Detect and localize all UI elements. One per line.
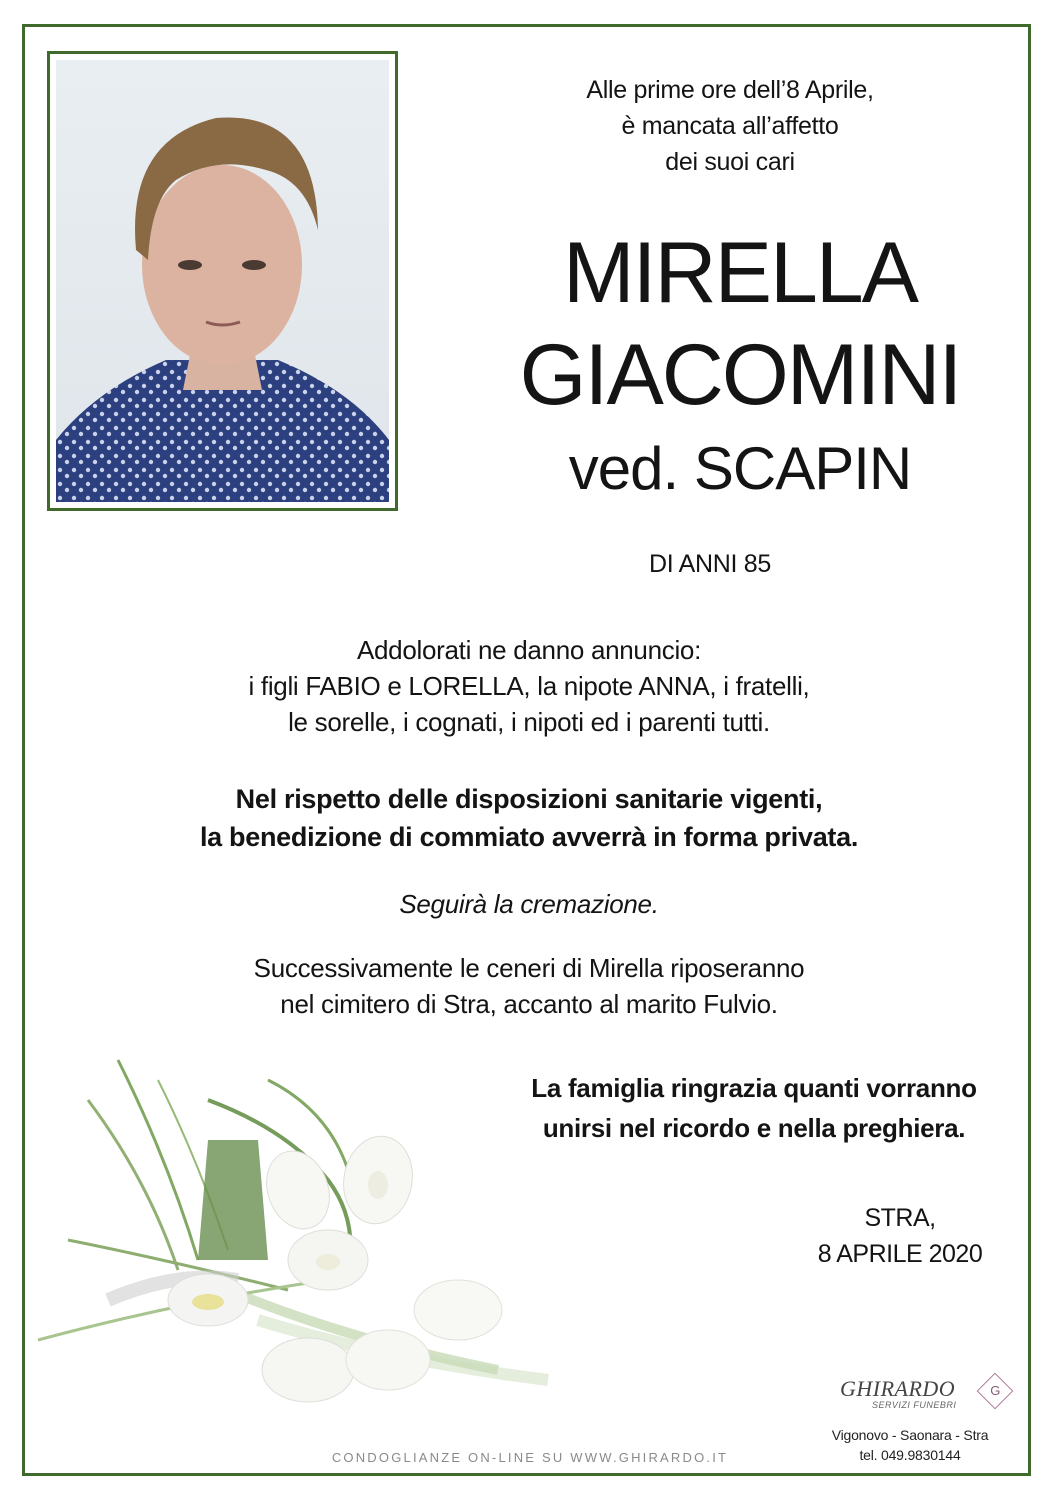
notice-line: la benedizione di commiato avverrà in forma privata. xyxy=(199,822,859,852)
logo-tagline: SERVIZI FUNEBRI xyxy=(872,1400,957,1410)
funeral-home-contact xyxy=(810,1425,1010,1465)
intro-text xyxy=(520,72,940,180)
thanks-part: quanti vorranno xyxy=(783,1073,977,1103)
logo-diamond-icon xyxy=(977,1373,1014,1410)
announcement xyxy=(120,632,938,740)
thanks-part: unirsi nel ricordo e xyxy=(542,1113,778,1143)
cremation-note: Seguirà la cremazione. xyxy=(399,889,659,919)
intro-line: dei suoi cari xyxy=(665,148,795,176)
thanks-text xyxy=(470,1068,1038,1148)
funeral-home-logo xyxy=(840,1376,1015,1416)
last-name: GIACOMINI xyxy=(519,327,961,423)
burial-line: Successivamente le ceneri di Mirella riposeranno xyxy=(253,953,805,983)
city: STRA, xyxy=(864,1204,936,1232)
intro-line: Alle prime ore dell’8 Aprile, xyxy=(586,76,874,104)
thanks-part: nella preghiera. xyxy=(777,1113,966,1143)
notice-line: Nel rispetto delle disposizioni sanitarie vigenti, xyxy=(235,784,823,814)
age-text: DI ANNI 85 xyxy=(648,550,772,578)
widow-name: ved. SCAPIN xyxy=(568,435,912,502)
burial-line: nel cimitero di Stra, accanto al marito Fulvio. xyxy=(280,989,778,1019)
thanks-line xyxy=(470,1068,1038,1108)
first-name: MIRELLA xyxy=(562,225,918,321)
phone: tel. 049.9830144 xyxy=(859,1447,961,1463)
thanks-part: La famiglia ringrazia xyxy=(531,1073,784,1103)
footer-website: CONDOGLIANZE ON-LINE SU WWW.GHIRARDO.IT xyxy=(331,1450,729,1465)
portrait-photo xyxy=(47,51,398,511)
date: 8 APRILE 2020 xyxy=(817,1240,983,1268)
thanks-line xyxy=(470,1108,1038,1148)
announcement-line: i figli FABIO e LORELLA, la nipote ANNA, i fratelli, xyxy=(248,671,810,701)
portrait-image xyxy=(56,60,389,502)
burial-note xyxy=(120,950,938,1022)
ceremony-notice xyxy=(80,780,978,856)
intro-line: è mancata all’affetto xyxy=(621,112,839,140)
place-date xyxy=(770,1200,1030,1272)
announcement-line: le sorelle, i cognati, i nipoti ed i parenti tutti. xyxy=(288,707,770,737)
logo-mark-letter: G xyxy=(990,1383,1001,1399)
logo-name: GHIRARDO xyxy=(840,1376,956,1401)
deceased-name xyxy=(440,222,1040,426)
announcement-line: Addolorati ne danno annuncio: xyxy=(356,635,702,665)
locations: Vigonovo - Saonara - Stra xyxy=(831,1427,989,1443)
